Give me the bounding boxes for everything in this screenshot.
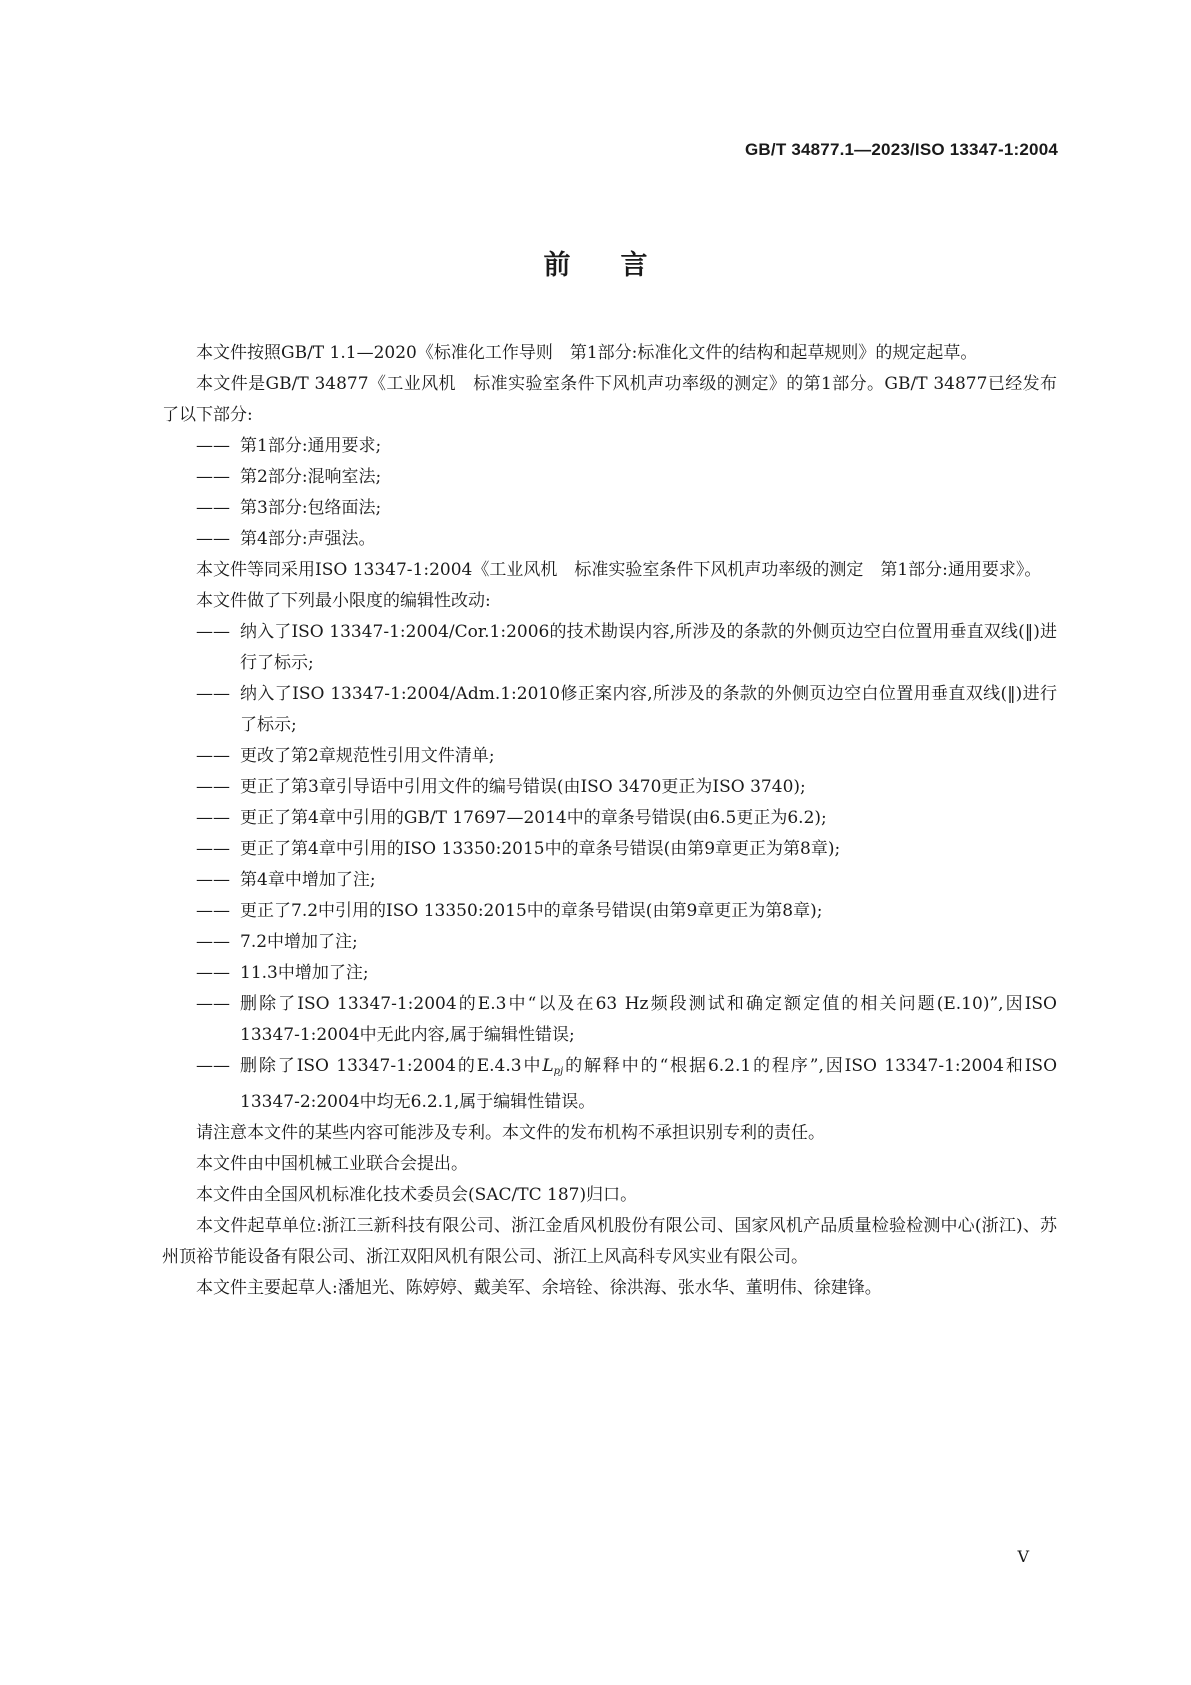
symbol-subscript: pj (553, 1066, 564, 1077)
list-item-change (162, 1051, 1057, 1118)
dash-mark: —— (196, 839, 230, 859)
list-item-change (162, 896, 1057, 927)
list-item-text: 第1部分:通用要求; (240, 436, 382, 456)
list-item-change (162, 617, 1057, 679)
list-item-text: 更正了第4章中引用的GB/T 17697—2014中的章条号错误(由6.5更正为6.2); (240, 808, 827, 828)
list-item-text: 纳入了ISO 13347-1:2004/Adm.1:2010修正案内容,所涉及的条款的外侧页边空白位置用垂直双线(‖)进行了标示; (240, 684, 1057, 735)
list-item-text: 第2部分:混响室法; (240, 467, 382, 487)
paragraph-changes-intro: 本文件做了下列最小限度的编辑性改动: (196, 591, 491, 611)
paragraph-technical-committee: 本文件由全国风机标准化技术委员会(SAC/TC 187)归口。 (196, 1185, 638, 1205)
list-item-text: 更正了第4章中引用的ISO 13350:2015中的章条号错误(由第9章更正为第8章); (240, 839, 841, 859)
paragraph-drafters: 本文件主要起草人:潘旭光、陈婷婷、戴美军、余培铨、徐洪海、张水华、董明伟、徐建锋。 (196, 1278, 882, 1298)
list-item-change (162, 741, 1057, 772)
dash-mark: —— (196, 436, 230, 456)
dash-mark: —— (196, 963, 230, 983)
symbol-l: L (542, 1056, 554, 1076)
list-item-text: 7.2中增加了注; (240, 932, 358, 952)
list-item-part (162, 462, 1057, 493)
page-number: V (1017, 1547, 1029, 1566)
dash-mark: —— (196, 870, 230, 890)
list-item-change (162, 865, 1057, 896)
list-item-text: 11.3中增加了注; (240, 963, 369, 983)
paragraph-drafting-rules: 本文件按照GB/T 1.1—2020《标准化工作导则 第1部分:标准化文件的结构和起草规则》的规定起草。 (196, 343, 978, 363)
list-item-change (162, 772, 1057, 803)
dash-mark: —— (196, 994, 230, 1014)
paragraph-proposed-by: 本文件由中国机械工业联合会提出。 (196, 1154, 468, 1174)
standard-code: GB/T 34877.1—2023/ISO 13347-1:2004 (745, 140, 1058, 159)
list-item-change (162, 679, 1057, 741)
list-item-change (162, 834, 1057, 865)
list-item-change (162, 989, 1057, 1051)
dash-mark: —— (196, 932, 230, 952)
list-item-text: 第3部分:包络面法; (240, 498, 382, 518)
list-item-part (162, 493, 1057, 524)
list-item-part (162, 431, 1057, 462)
dash-mark: —— (196, 498, 230, 518)
paragraph-series-intro: 本文件是GB/T 34877《工业风机 标准实验室条件下风机声功率级的测定》的第1部分。GB/T 34877已经发布了以下部分: (162, 374, 1057, 425)
page-title: 前言 (543, 250, 698, 281)
list-item-text: 更改了第2章规范性引用文件清单; (240, 746, 495, 766)
list-item-text: 更正了7.2中引用的ISO 13350:2015中的章条号错误(由第9章更正为第8章); (240, 901, 823, 921)
dash-mark: —— (196, 746, 230, 766)
list-item-text: 删除了ISO 13347-1:2004的E.3中“以及在63 Hz频段测试和确定额定值的相关问题(E.10)”,因ISO 13347-1:2004中无此内容,属于编辑性错误; (240, 994, 1057, 1045)
foreword-body (162, 338, 1057, 1304)
list-item-text: 删除了ISO 13347-1:2004的E.4.3中 (240, 1056, 543, 1076)
list-item-change (162, 958, 1057, 989)
list-item-text: 第4部分:声强法。 (240, 529, 376, 549)
list-item-change (162, 927, 1057, 958)
dash-mark: —— (196, 1056, 230, 1076)
dash-mark: —— (196, 467, 230, 487)
dash-mark: —— (196, 529, 230, 549)
list-item-change (162, 803, 1057, 834)
list-item-part (162, 524, 1057, 555)
dash-mark: —— (196, 777, 230, 797)
dash-mark: —— (196, 622, 230, 642)
paragraph-drafting-units: 本文件起草单位:浙江三新科技有限公司、浙江金盾风机股份有限公司、国家风机产品质量检验检测中心(浙江)、苏州顶裕节能设备有限公司、浙江双阳风机有限公司、浙江上风高科专风实业有限公司。 (162, 1216, 1057, 1267)
dash-mark: —— (196, 684, 230, 704)
list-item-text: 的解释中的“根据6.2.1的程序”,因ISO 13347-1:2004和ISO 13347-2:2004中均无6.2.1,属于编辑性错误。 (240, 1056, 1058, 1112)
list-item-text: 更正了第3章引导语中引用文件的编号错误(由ISO 3470更正为ISO 3740); (240, 777, 806, 797)
dash-mark: —— (196, 901, 230, 921)
paragraph-adoption: 本文件等同采用ISO 13347-1:2004《工业风机 标准实验室条件下风机声功率级的测定 第1部分:通用要求》。 (196, 560, 1042, 580)
list-item-text: 纳入了ISO 13347-1:2004/Cor.1:2006的技术勘误内容,所涉及的条款的外侧页边空白位置用垂直双线(‖)进行了标示; (240, 622, 1057, 673)
list-item-text: 第4章中增加了注; (240, 870, 376, 890)
dash-mark: —— (196, 808, 230, 828)
paragraph-patent-notice: 请注意本文件的某些内容可能涉及专利。本文件的发布机构不承担识别专利的责任。 (196, 1123, 825, 1143)
